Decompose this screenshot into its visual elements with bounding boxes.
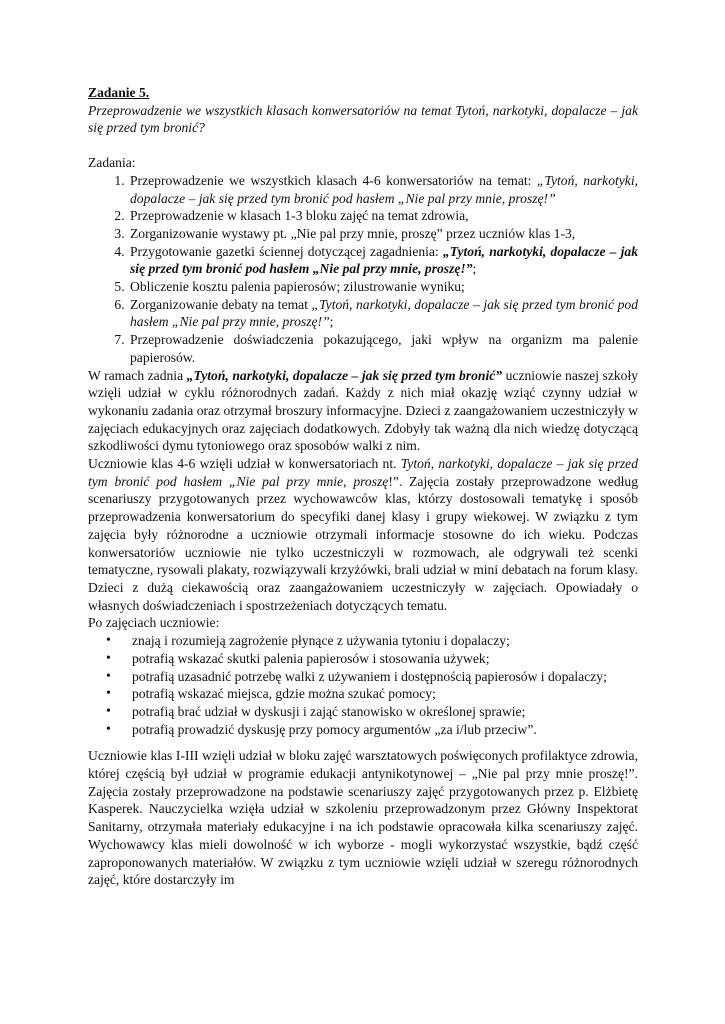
outcome-item: • potrafią wskazać skutki palenia papierosów i stosowania używek; xyxy=(130,650,638,668)
task-list xyxy=(88,172,638,367)
task-item: 3. Zorganizowanie wystawy pt. „Nie pal przy mnie, proszę” przez uczniów klas 1-3, xyxy=(128,225,638,243)
outcome-item: • znają i rozumieją zagrożenie płynące z używania tytoniu i dopalaczy; xyxy=(130,632,638,650)
outcome-item: • potrafią uzasadnić potrzebę walki z używaniem i dostępnością papierosów i dopalaczy; xyxy=(130,668,638,686)
task-heading: Zadanie 5. xyxy=(88,85,150,100)
outcome-item: • potrafią wskazać miejsca, gdzie można szukać pomocy; xyxy=(130,685,638,703)
task-subtitle: Przeprowadzenie we wszystkich klasach konwersatoriów na temat Tytoń, narkotyki, dopalacze – jak się przed tym bronić? xyxy=(88,102,638,136)
outcome-list xyxy=(88,632,638,738)
outcome-item: • potrafią prowadzić dyskusję przy pomocy argumentów „za i/lub przeciw”. xyxy=(130,721,638,739)
task-item: 4. Przygotowanie gazetki ściennej dotyczącej zagadnienia: „Tytoń, narkotyki, dopalacze – jak się przed tym bronić pod hasłem „Nie pal przy mnie, proszę!”; xyxy=(128,243,638,278)
paragraph-2: Uczniowie klas 4-6 wzięli udział w konwersatoriach nt. Tytoń, narkotyki, dopalacze – jak się przed tym bronić pod hasłem „Nie pal przy mnie, proszę!”. Zajęcia zostały przeprowadzone według scenariuszy przygotowanych przez wychowawców klas, którzy dostosowali tematykę i sposób przeprowadzenia konwersatorium do specyfiki danej klasy i grupy wiekowej. W związku z tym zajęcia były różnorodne a uczniowie otrzymali informacje stosowne do ich wieku. Podczas konwersatoriów uczniowie nie tylko uczestniczyli w rozmowach, ale odgrywali też scenki tematyczne, rysowali plakaty, rozwiązywali krzyżówki, brali udział w mini debatach na forum klasy. Dzieci z dużą ciekawością oraz zaangażowaniem uczestniczyły w zajęciach. Opowiadały o własnych doświadczeniach i spostrzeżeniach dotyczących tematu. xyxy=(88,456,639,613)
document-page xyxy=(88,84,638,889)
spacer xyxy=(88,137,638,154)
paragraph-1: W ramach zadnia „Tytoń, narkotyki, dopalacze – jak się przed tym bronić” uczniowie naszej szkoły wzięli udział w cyklu różnorodnych zadań. Każdy z nich miał okazję wziąć czynny udział w wykonaniu zadania oraz otrzymał broszury informacyjne. Dzieci z zaangażowaniem uczestniczyły w zajęciach edukacyjnych oraz zajęciach dodatkowych. Zdobyły tak ważną dla nich wiedzę dotyczącą szkodliwości dymu tytoniowego oraz sposobów walki z nim. xyxy=(88,367,639,454)
paragraph-3: Uczniowie klas I-III wzięli udział w bloku zajęć warsztatowych poświęconych profilaktyce zdrowia, której częścią był udział w programie edukacji antynikotynowej – „Nie pal przy mnie proszę!”. Zajęcia zostały przeprowadzone na podstawie scenariuszy zajęć przygotowanych przez p. Elżbietę Kasperek. Nauczycielka wzięła udział w szkoleniu przeprowadzonym przez Główny Inspektorat Sanitarny, otrzymała materiały edukacyjne i na ich podstawie opracowała kilka scenariuszy zajęć. Wychowawcy klas mieli dowolność w ich wyborze - mogli wykorzystać wszystkie, bądź część zaproponowanych materiałów. W związku z tym uczniowie wzięli udział w szeregu różnorodnych zajęć, które dostarczyły im xyxy=(88,748,638,888)
tasks-label: Zadania: xyxy=(88,155,136,171)
task-item: 1. Przeprowadzenie we wszystkich klasach 4-6 konwersatoriów na temat: „Tytoń, narkotyki, dopalacze – jak się przed tym bronić pod hasłem „Nie pal przy mnie, proszę!” xyxy=(128,172,638,207)
task-item: 6. Zorganizowanie debaty na temat „Tytoń, narkotyki, dopalacze – jak się przed tym bronić pod hasłem „Nie pal przy mnie, proszę!”; xyxy=(128,296,638,331)
task-item: 7. Przeprowadzenie doświadczenia pokazującego, jaki wpływ na organizm ma palenie papierosów. xyxy=(128,331,638,366)
task-item: 5. Obliczenie kosztu palenia papierosów; zilustrowanie wyniku; xyxy=(128,278,638,296)
outcomes-label: Po zajęciach uczniowie: xyxy=(88,615,220,631)
task-item: 2. Przeprowadzenie w klasach 1-3 bloku zajęć na temat zdrowia, xyxy=(128,207,638,225)
outcome-item: • potrafią brać udział w dyskusji i zająć stanowisko w określonej sprawie; xyxy=(130,703,638,721)
